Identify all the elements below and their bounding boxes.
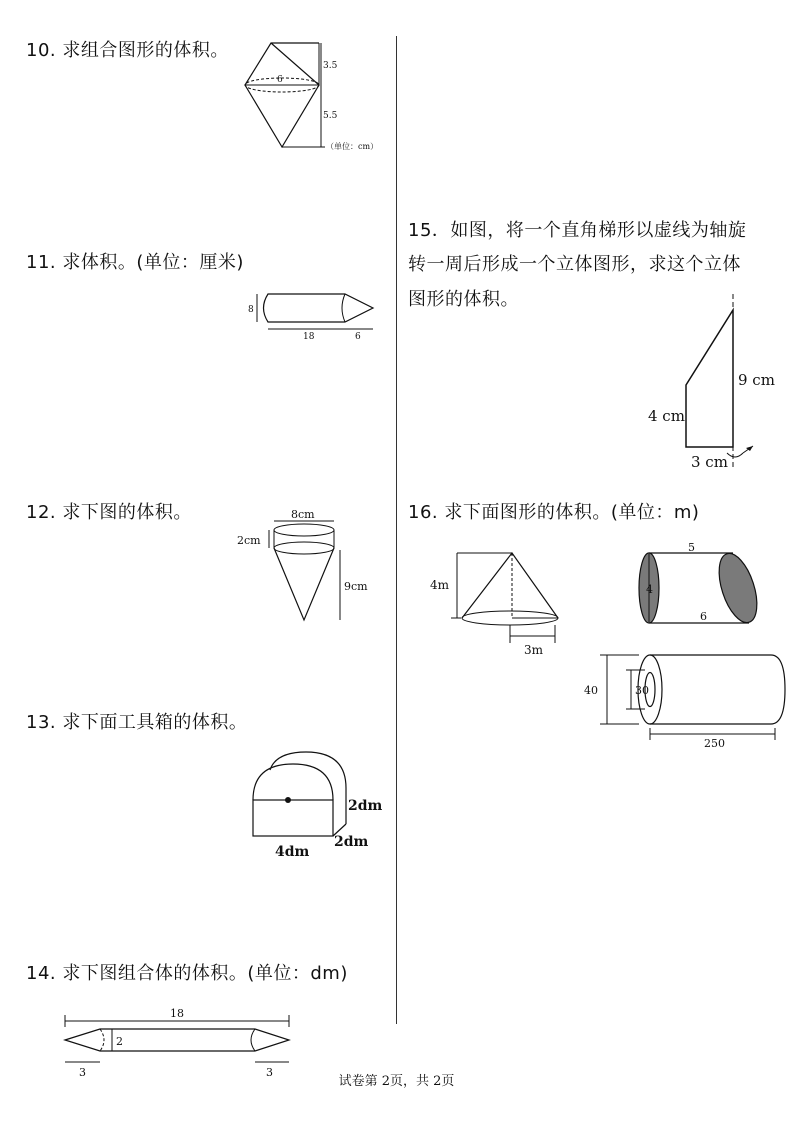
question-11: 11. 求体积。(单位：厘米) bbox=[26, 252, 244, 273]
label-diameter: 6 bbox=[277, 75, 283, 85]
figure-q13-toolbox bbox=[250, 748, 400, 858]
label-long-side: 9 cm bbox=[738, 371, 775, 389]
label-width: 2dm bbox=[334, 834, 369, 850]
shape-ellipse bbox=[274, 524, 334, 536]
figure-q10-double-cone bbox=[240, 38, 400, 158]
label-height: 2dm bbox=[348, 798, 383, 814]
figure-q12-cylinder-cone bbox=[236, 504, 386, 626]
question-13: 13. 求下面工具箱的体积。 bbox=[26, 712, 248, 733]
label-cone-radius: 3m bbox=[524, 643, 544, 657]
trapezoid-outline bbox=[686, 310, 733, 447]
question-15-line-2: 转一周后形成一个立体图形，求这个立体 bbox=[408, 254, 741, 275]
pipe-body bbox=[650, 655, 785, 724]
cylinder-right-face bbox=[712, 549, 765, 627]
label-total: 18 bbox=[170, 1007, 184, 1020]
shape-outline bbox=[65, 1029, 289, 1051]
label-diameter: 2 bbox=[116, 1035, 123, 1048]
question-10: 10. 求组合图形的体积。 bbox=[26, 40, 229, 61]
shape-curve bbox=[342, 294, 345, 322]
label-diameter: 8cm bbox=[291, 508, 315, 521]
label-length: 4dm bbox=[275, 844, 310, 860]
label-cyl-length: 18 bbox=[303, 332, 315, 342]
label-cone-height: 4m bbox=[430, 578, 450, 592]
page-footer: 试卷第 2页，共 2页 bbox=[338, 1074, 455, 1089]
figure-q16-oblique-cylinder bbox=[635, 540, 765, 635]
label-pipe-outer: 40 bbox=[584, 684, 598, 697]
lid-front bbox=[253, 764, 333, 800]
label-cone-height: 9cm bbox=[344, 580, 368, 593]
lock-icon bbox=[285, 797, 291, 803]
label-short-side: 4 cm bbox=[648, 407, 685, 425]
shape-outline bbox=[274, 548, 334, 620]
label-left-cone: 3 bbox=[79, 1066, 86, 1079]
label-pipe-inner: 30 bbox=[635, 684, 649, 697]
label-unit: （单位：cm） bbox=[326, 142, 379, 151]
label-cyl-bottom: 6 bbox=[700, 610, 707, 623]
question-15-line-3: 图形的体积。 bbox=[408, 289, 519, 310]
label-cone-length: 6 bbox=[355, 332, 361, 342]
question-12: 12. 求下图的体积。 bbox=[26, 502, 192, 523]
label-pipe-length: 250 bbox=[704, 737, 725, 750]
figure-q16-cone bbox=[425, 545, 575, 660]
shape-outline bbox=[245, 43, 319, 147]
figure-q15-trapezoid bbox=[645, 290, 780, 480]
label-cyl-top: 5 bbox=[688, 541, 695, 554]
shape-outline bbox=[264, 294, 374, 322]
cone-outline bbox=[462, 553, 558, 618]
figure-q11-cylinder-cone bbox=[245, 290, 375, 346]
label-diameter: 8 bbox=[248, 305, 254, 315]
label-bottom-height: 5.5 bbox=[323, 111, 338, 121]
figure-q16-pipe bbox=[583, 650, 788, 750]
shape-curve bbox=[251, 1029, 255, 1051]
column-divider bbox=[396, 36, 397, 1024]
label-bottom: 3 cm bbox=[691, 453, 728, 471]
box-front bbox=[253, 800, 333, 836]
label-top-height: 3.5 bbox=[323, 61, 338, 71]
label-cyl-diameter: 4 bbox=[646, 583, 653, 596]
question-15-line-1: 15．如图，将一个直角梯形以虚线为轴旋 bbox=[408, 220, 747, 241]
question-14: 14. 求下图组合体的体积。(单位：dm) bbox=[26, 963, 348, 984]
lid-back bbox=[270, 752, 346, 788]
question-16: 16. 求下面图形的体积。(单位：m) bbox=[408, 502, 700, 523]
shape-curve bbox=[100, 1029, 104, 1051]
rotation-arrow bbox=[727, 453, 743, 457]
label-right-cone: 3 bbox=[266, 1066, 273, 1079]
shape-ellipse bbox=[274, 542, 334, 554]
figure-q14-spindle bbox=[55, 1005, 300, 1080]
label-cyl-height: 2cm bbox=[237, 534, 261, 547]
